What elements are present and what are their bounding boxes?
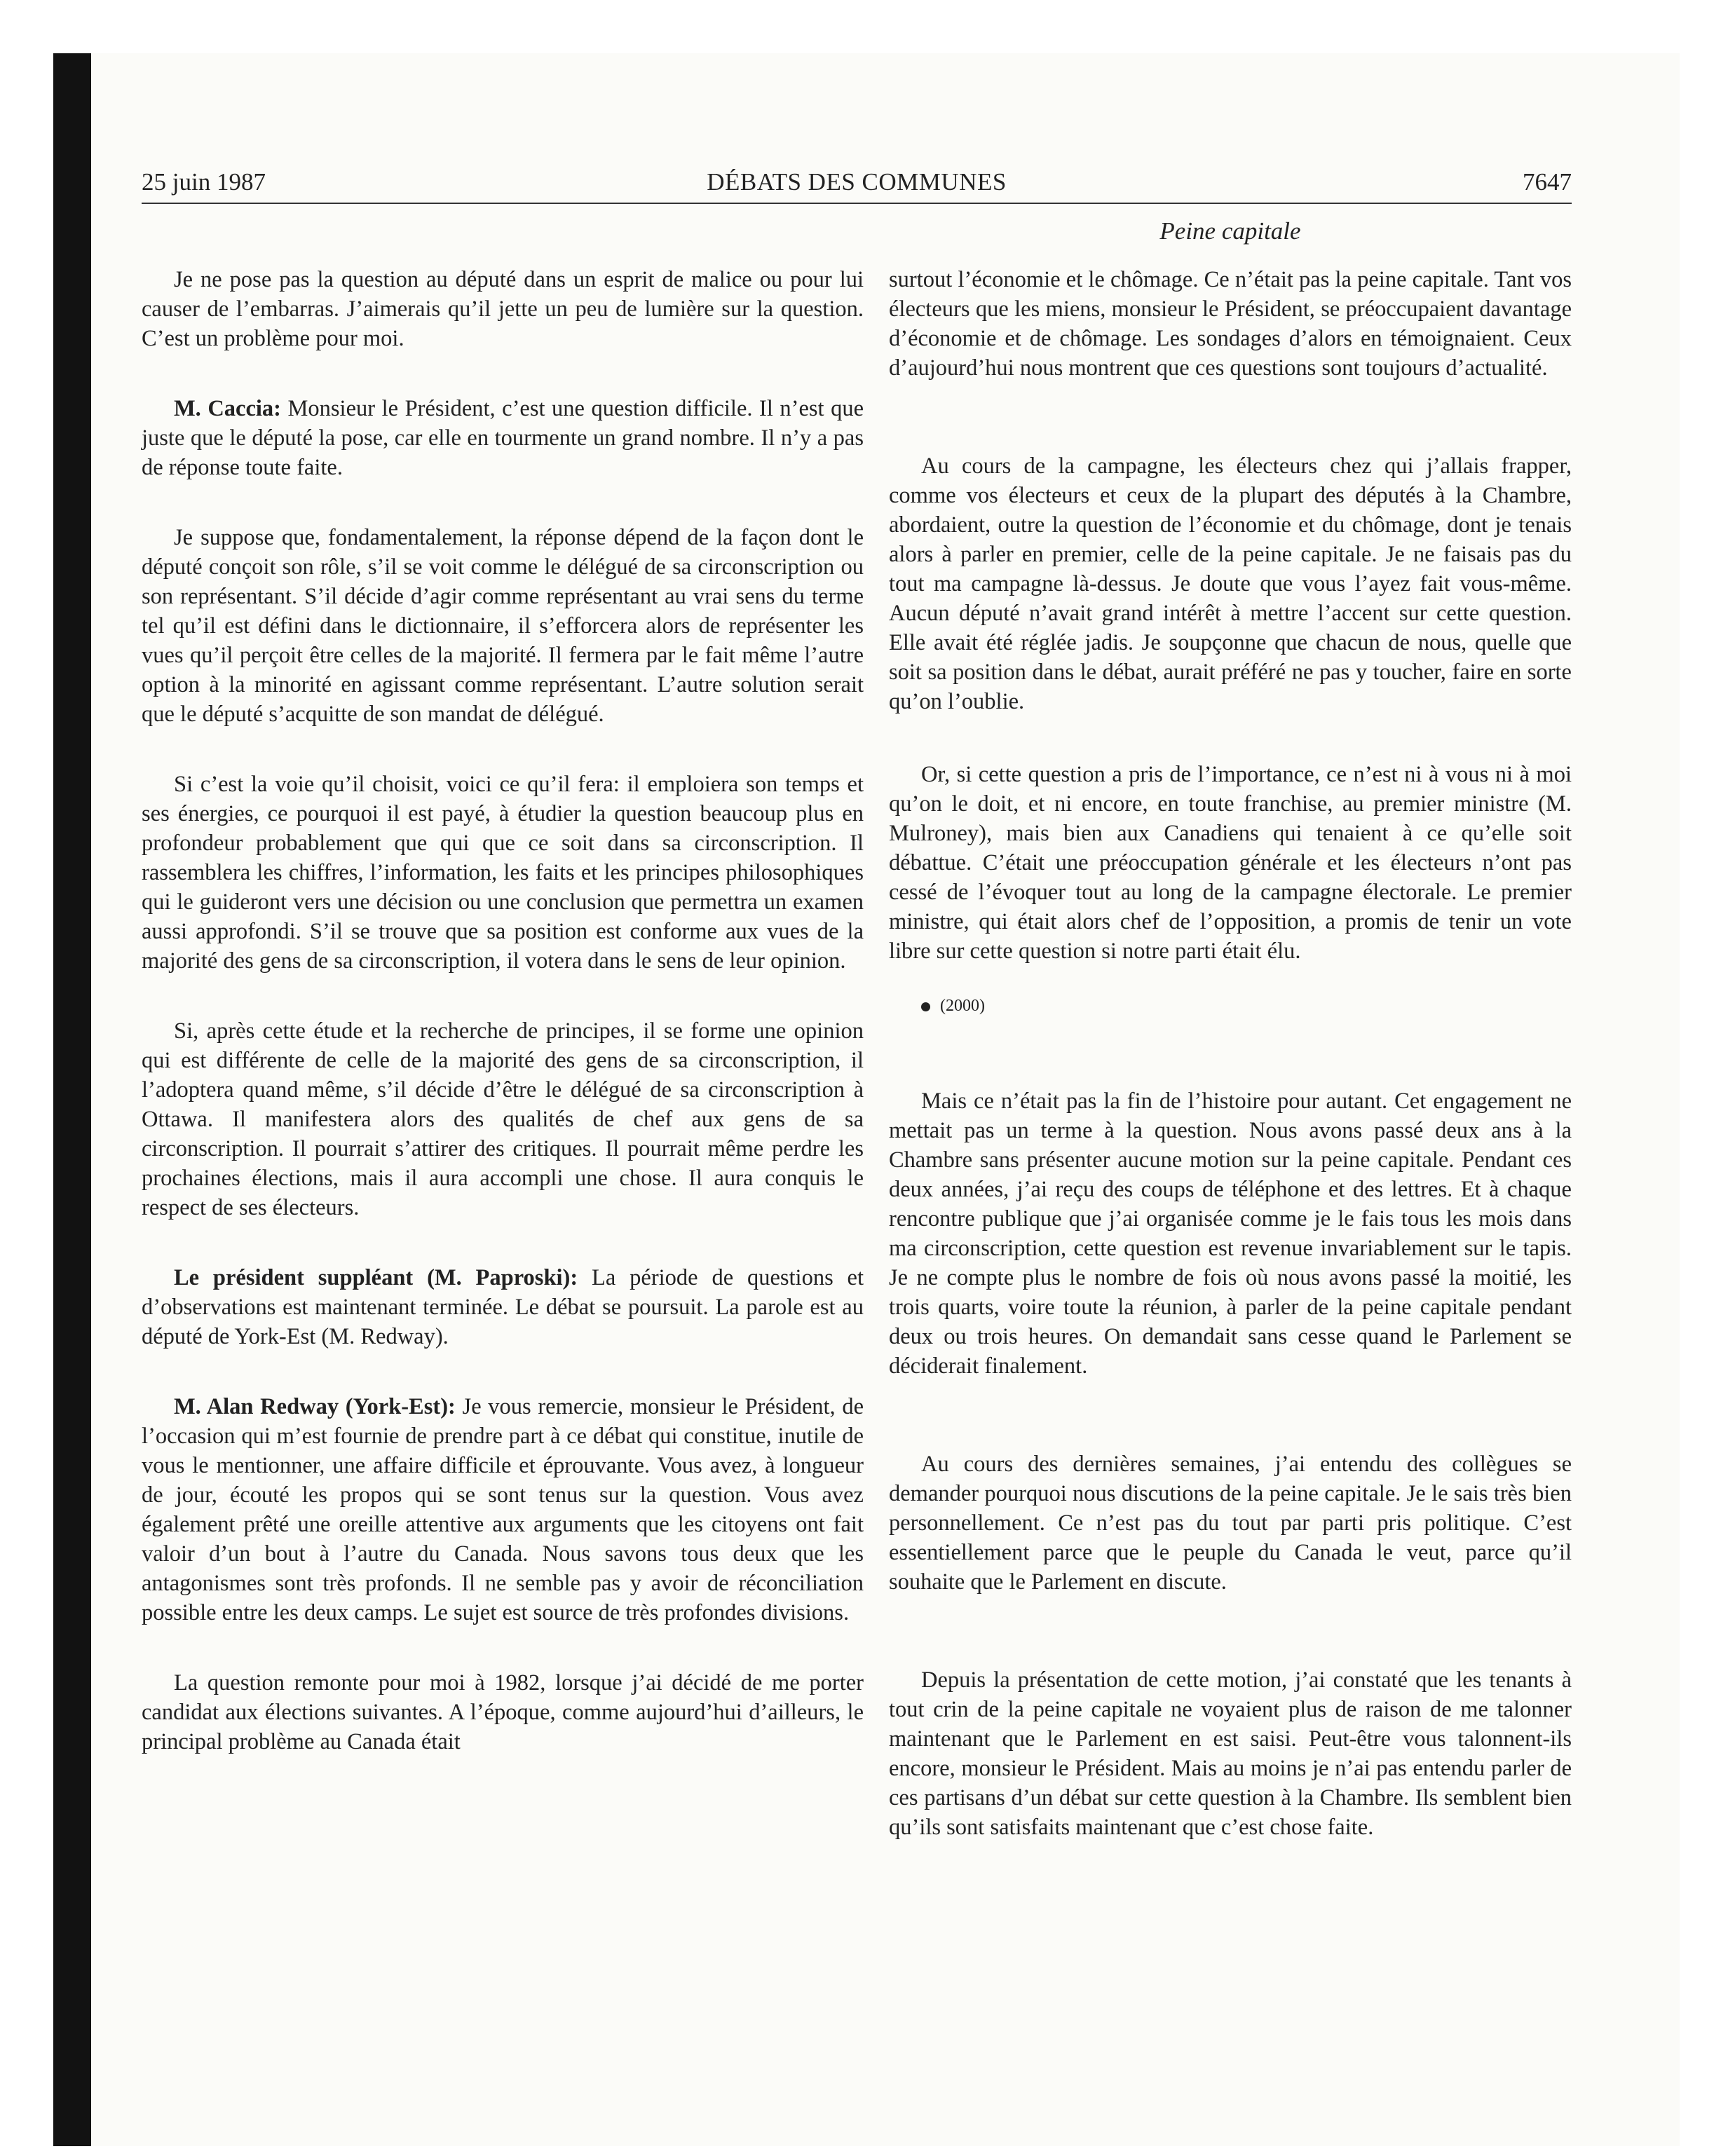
running-head xyxy=(142,168,1572,207)
header-date: 25 juin 1987 xyxy=(142,168,266,196)
speaker-name: M. Alan Redway (York-Est): xyxy=(174,1394,456,1419)
page-number: 7647 xyxy=(1523,168,1572,196)
header-rule xyxy=(142,203,1572,204)
paragraph: surtout l’économie et le chômage. Ce n’était pas la peine capitale. Tant vos électeurs que les miens, monsieur le Président, se préoccupaient davantage d’économie et de chômage. Les sondages d’alors en témoignaient. Ceux d’aujourd’hui nous montrent que ces questions sont toujours d’actualité. xyxy=(889,267,1572,381)
time-marker xyxy=(889,995,1572,1016)
speech-text: Je vous remercie, monsieur le Président, de l’occasion qui m’est fournie de prendre part à ce débat qui constitue, inutile de vous le mentionner, une affaire difficile et éprouvante. Vous avez, à longueur de jour, écouté les propos qui se sont tenus sur la question. Vous avez également prêté une oreille attentive aux arguments que les citoyens ont fait valoir d’un bout à l’autre du Canada. Nous savons tous deux que les antagonismes sont très profonds. Il ne semble pas y avoir de réconciliation possible entre les deux camps. Le sujet est source de très profondes divisions. xyxy=(142,1394,864,1625)
paragraph: Je suppose que, fondamentalement, la réponse dépend de la façon dont le député conçoit son rôle, s’il se voit comme le délégué de sa circonscription ou son représentant. S’il décide d’agir comme représentant au vrai sens du terme tel qu’il est défini dans le dictionnaire, il s’efforcera alors de représenter les vues qu’il perçoit être celles de la majorité. Il fermera par le fait même l’autre option à la minorité en agissant comme représentant. L’autre solution serait que le député s’acquitte de son mandat de délégué. xyxy=(142,525,864,727)
speech-caccia xyxy=(142,394,864,482)
paragraph: Si c’est la voie qu’il choisit, voici ce qu’il fera: il emploiera son temps et ses énergies, ce pourquoi il est payé, à étudier la question beaucoup plus en profondeur probablement que qui que ce soit dans sa circonscription. Il rassemblera les chiffres, l’information, les faits et les principes philosophiques qui le guideront vers une décision ou une conclusion que permettra un examen aussi approfondi. S’il se trouve que sa position est conforme aux vues de la majorité des gens de sa circonscription, il votera dans le sens de leur opinion. xyxy=(142,772,864,974)
left-column xyxy=(142,265,864,1756)
bullet-icon xyxy=(921,1002,930,1011)
header-title: DÉBATS DES COMMUNES xyxy=(707,168,1007,196)
speech-redway xyxy=(142,1392,864,1628)
section-title: Peine capitale xyxy=(1159,217,1301,245)
right-column xyxy=(889,265,1572,1842)
paragraph: Or, si cette question a pris de l’importance, ce n’est ni à vous ni à moi qu’on le doit, et ni encore, en toute franchise, au premier ministre (M. Mulroney), mais bien aux Canadiens qui tenaient à ce qu’elle soit débattue. C’était une préoccupation générale et les électeurs n’ont pas cessé de l’évoquer tout au long de la campagne électorale. Le premier ministre, qui était alors chef de l’opposition, a promis de tenir un vote libre sur cette question si notre parti était élu. xyxy=(889,762,1572,964)
paragraph: Je ne pose pas la question au député dans un esprit de malice ou pour lui causer de l’embarras. J’aimerais qu’il jette un peu de lumière sur la question. C’est un problème pour moi. xyxy=(142,267,864,351)
paragraph: Si, après cette étude et la recherche de principes, il se forme une opinion qui est différente de celle de la majorité des gens de sa circonscription, il l’adoptera quand même, s’il décide d’être le délégué de sa circonscription à Ottawa. Il manifestera alors des qualités de chef aux gens de sa circonscription. Il pourrait s’attirer des critiques. Il pourrait même perdre les prochaines élections, mais il aura accompli une chose. Il aura conquis le respect de ses électeurs. xyxy=(142,1018,864,1220)
speech-text: Monsieur le Président, c’est une question difficile. Il n’est que juste que le député la pose, car elle en tourmente un grand nombre. Il n’y a pas de réponse toute faite. xyxy=(142,396,864,480)
speech-paproski xyxy=(142,1263,864,1351)
paragraph: Au cours des dernières semaines, j’ai entendu des collègues se demander pourquoi nous discutions de la peine capitale. Je le sais très bien personnellement. Ce n’est pas du tout par parti pris politique. C’est essentiellement parce que le peuple du Canada le veut, parce qu’il souhaite que le Parlement en discute. xyxy=(889,1452,1572,1595)
paragraph: La question remonte pour moi à 1982, lorsque j’ai décidé de me porter candidat aux élections suivantes. A l’époque, comme aujourd’hui d’ailleurs, le principal problème au Canada était xyxy=(142,1670,864,1754)
paragraph: Au cours de la campagne, les électeurs chez qui j’allais frapper, comme vos électeurs et ceux de la plupart des députés à la Chambre, abordaient, outre la question de l’économie et du chômage, dont je tenais alors à parler en premier, celle de la peine capitale. Je ne faisais pas du tout ma campagne là-dessus. Je doute que vous l’ayez fait vous-même. Aucun député n’avait grand intérêt à mettre l’accent sur cette question. Elle avait été réglée jadis. Je soupçonne que chacun de nous, quelle que soit sa position dans le débat, aurait préféré ne pas y toucher, faire en sorte qu’on l’oublie. xyxy=(889,453,1572,714)
paragraph: Depuis la présentation de cette motion, j’ai constaté que les tenants à tout crin de la peine capitale ne voyaient plus de raison de me talonner maintenant que le Parlement en est saisi. Peut-être vous talonnent-ils encore, monsieur le Président. Mais au moins je n’ai pas entendu parler de ces partisans d’un débat sur cette question à la Chambre. Ils semblent bien qu’ils sont satisfaits maintenant que c’est chose faite. xyxy=(889,1667,1572,1840)
speaker-name: Le président suppléant (M. Paproski): xyxy=(174,1265,578,1290)
scan-edge-bar xyxy=(53,53,91,2146)
speaker-name: M. Caccia: xyxy=(174,396,281,421)
time-marker-text: (2000) xyxy=(940,997,985,1015)
speech-text: La période de questions et d’observations est maintenant terminée. Le débat se poursuit. La parole est au député de York-Est (M. Redway). xyxy=(142,1265,864,1349)
paragraph: Mais ce n’était pas la fin de l’histoire pour autant. Cet engagement ne mettait pas un terme à la question. Nous avons passé deux ans à la Chambre sans présenter aucune motion sur la peine capitale. Pendant ces deux années, j’ai reçu des coups de téléphone et des lettres. Et à chaque rencontre publique que j’ai organisée comme je le fais tous les mois dans ma circonscription, cette question est revenue invariablement sur le tapis. Je ne compte plus le nombre de fois où nous avons passé la moitié, les trois quarts, voire toute la réunion, à parler de la peine capitale pendant deux ou trois heures. On demandait sans cesse quand le Parlement se déciderait finalement. xyxy=(889,1089,1572,1379)
